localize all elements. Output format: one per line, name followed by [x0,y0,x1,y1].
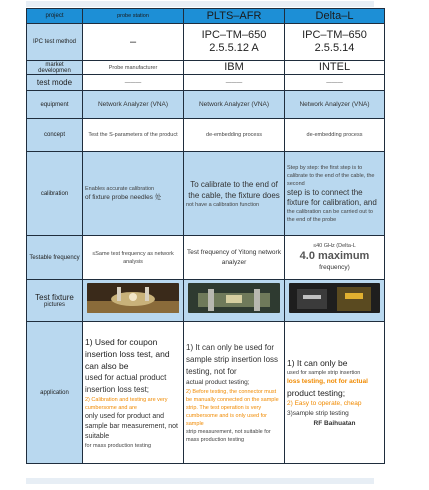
calibration-c3-line1: Step by step: the first step is to calibrate to the end of the cable, the second [287,164,375,187]
application-c2-line2: actual product testing; [186,378,250,386]
row-equipment [27,91,385,119]
label-mode: test mode [27,75,83,91]
header-plts-afr: PLTS–AFR [184,9,285,24]
calibration-c2 [184,152,285,236]
application-c3-line3: loss testing, not for actual [287,377,368,385]
comparison-table [26,8,385,464]
application-c2 [184,322,285,464]
calibration-c1 [83,152,184,236]
fixture-c1 [83,280,184,322]
fixture-c3 [285,280,385,322]
application-c3-line6: 3)sample strip testing [287,409,349,417]
label-frequency: Testable frequency [27,236,83,280]
application-c3-line7: RF Baihuatan [313,419,356,427]
row-application [27,322,385,464]
label-equipment: equipment [27,91,83,119]
application-c3-line5: 2) Easy to operate, cheap [287,399,362,407]
application-c3-line2: used for sample strip insertion [287,369,361,376]
row-mode [27,75,385,91]
label-market: market developmen [27,61,83,75]
label-concept: concept [27,119,83,152]
row-fixture [27,280,385,322]
bottom-strip [26,478,374,484]
header-project: project [27,9,83,24]
row-frequency [27,236,385,280]
fixture-c2 [184,280,285,322]
application-c3 [285,322,385,464]
application-c3-line4: product testing; [287,387,346,398]
application-c1 [83,322,184,464]
concept-c2: de-embedding process [184,119,285,152]
application-c1-line3: 2) Calibration and testing are very cumbersome and are [85,396,168,411]
plts-fixture-photo [188,283,280,313]
application-c3-line1: 1) It can only be [287,357,348,368]
calibration-c1-line2: of fixture probe needles 处 [85,193,162,201]
application-c2-line1: 1) It can only be used for sample strip insertion loss testing, not for [186,342,279,376]
row-market [27,61,385,75]
frequency-c2: Test frequency of Yitong network analyzer [184,236,285,280]
concept-c3: de-embedding process [285,119,385,152]
label-fixture-title: Test fixture [35,293,74,302]
application-c2-line5: strip measurement, not suitable for mass production testing [186,428,271,443]
row-ipc [27,24,385,61]
comparison-table-wrapper [26,8,377,464]
market-c1: Probe manufacturer [83,61,184,75]
application-c1-line5: for mass production testing [85,442,152,449]
frequency-c3-line1: ≤40 GHz (Delta-L [313,243,356,249]
application-c1-line2: used for actual product insertion loss test; [85,372,167,394]
calibration-c2-line2: not have a calibration function [186,201,260,208]
frequency-c3-line2: 4.0 maximum [299,250,370,262]
header-delta-l: Delta–L [285,9,385,24]
header-row [27,9,385,24]
mode-c2: ——— [184,75,285,91]
header-probe-station: probe station [83,9,184,24]
ipc-c3: IPC–TM–650 2.5.5.14 [285,24,385,61]
label-ipc: IPC test method [27,24,83,61]
label-calibration: calibration [27,152,83,236]
frequency-c3-line3: frequency) [319,264,350,271]
market-c2: IBM [184,61,285,75]
calibration-c3-line3: the calibration can be carried out to the end of the probe [287,208,373,223]
mode-c3: ——— [285,75,385,91]
probe-station-photo [87,283,179,313]
application-c2-line4: strip. The test operation is very cumbersome and is only used for sample [186,404,268,427]
equipment-c1: Network Analyzer (VNA) [83,91,184,119]
application-c1-line1: 1) Used for coupon insertion loss test, and can also be [85,336,170,371]
market-c3: INTEL [285,61,385,75]
delta-l-fixture-photo [289,283,380,313]
row-calibration [27,152,385,236]
label-fixture-sub: pictures [43,302,65,308]
mode-c1: ——— [83,75,184,91]
label-fixture [27,280,83,322]
frequency-c1: ≤Same test frequency as network analysis [83,236,184,280]
application-c1-line4: only used for product and sample bar measurement, not suitable [85,412,178,440]
application-c2-line3: 2) Before testing, the connector must be manually connected on the sample [186,388,279,403]
calibration-c3-line2: step is to connect the fixture for calibration, and [287,187,377,207]
equipment-c2: Network Analyzer (VNA) [184,91,285,119]
frequency-c3 [285,236,385,280]
label-application: application [27,322,83,464]
ipc-c2: IPC–TM–650 2.5.5.12 A [184,24,285,61]
top-strip [26,1,374,7]
calibration-c2-line1: To calibrate to the end of the cable, the fixture does [188,179,280,200]
equipment-c3: Network Analyzer (VNA) [285,91,385,119]
ipc-c1: – [83,24,184,61]
calibration-c3 [285,152,385,236]
calibration-c1-line1: Enables accurate calibration [85,185,155,192]
concept-c1: Test the S-parameters of the product [83,119,184,152]
row-concept [27,119,385,152]
